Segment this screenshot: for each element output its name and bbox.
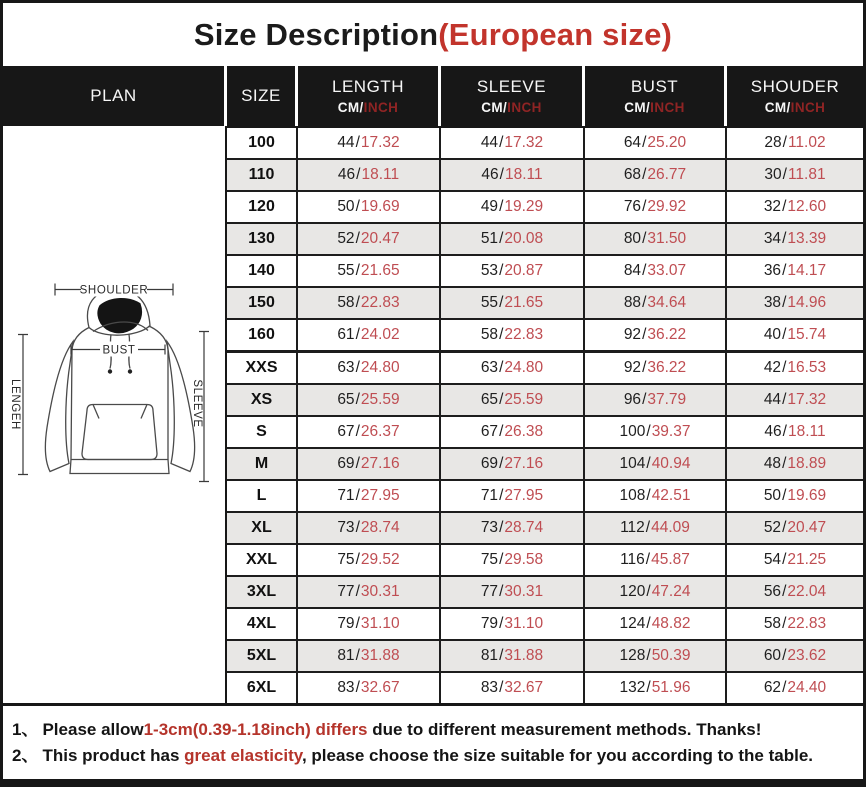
sleeve-cell: 67 / 26.38 [441,417,585,447]
hoodie-line-drawing [3,126,225,703]
table-body [3,126,863,706]
page-title [3,3,863,66]
notes [3,706,863,779]
table-row [227,513,863,545]
size-cell: 130 [227,224,298,254]
header-col-shoulder: SHOUDER CM/INCH [727,66,863,126]
drawstring-tip [108,369,112,373]
sleeve-cell: 81 / 31.88 [441,641,585,671]
sleeve-cell: 63 / 24.80 [441,353,585,383]
note-number: 2、 [12,746,39,765]
length-cell: 63 / 24.80 [298,353,441,383]
size-cell: XXL [227,545,298,575]
hoodie-right-sleeve [167,342,195,472]
shoulder-cell: 50 / 19.69 [763,487,827,504]
sleeve-cell: 79 / 31.10 [441,609,585,639]
table-row [227,128,863,160]
table-header-row [3,66,863,126]
sleeve-cell: 49 / 19.29 [441,192,585,222]
sleeve-label: SLEEVE [191,379,203,428]
note-number: 1、 [12,720,39,739]
length-cell: 77 / 30.31 [298,577,441,607]
hoodie-left-sleeve [45,342,73,472]
note-line-1: 1、 Please allow1-3cm(0.39-1.18inch) differs due to different measurement methods. Thanks! [12,720,762,739]
shoulder-cell: 62 / 24.40 [763,679,827,696]
size-cell: 160 [227,320,298,350]
page-title-black: Size Description [193,16,439,52]
hoodie-hem [70,460,169,474]
bust-cell: 76 / 29.92 [585,192,727,222]
size-cell: 6XL [227,673,298,703]
size-cell: XS [227,385,298,415]
table-row [227,256,863,288]
size-cell: 5XL [227,641,298,671]
length-cell: 79 / 31.10 [298,609,441,639]
header-plan: PLAN [3,66,227,126]
size-cell: 4XL [227,609,298,639]
bust-cell: 128 / 50.39 [585,641,727,671]
shoulder-cell: 48 / 18.89 [763,455,827,472]
shoulder-cell: 32 / 12.60 [763,198,827,215]
note-line-2: 2、 This product has great elasticity, please choose the size suitable for you according to the table. [12,746,814,765]
shoulder-cell: 46 / 18.11 [764,423,826,440]
length-cell: 69 / 27.16 [298,449,441,479]
plan-cell [3,126,227,703]
length-cell: 55 / 21.65 [298,256,441,286]
shoulder-cell: 34 / 13.39 [763,230,827,247]
table-row [227,160,863,192]
size-cell: 150 [227,288,298,318]
table-row [227,320,863,353]
shoulder-cell: 44 / 17.32 [763,391,827,408]
sleeve-cell: 51 / 20.08 [441,224,585,254]
bust-cell: 88 / 34.64 [585,288,727,318]
size-cell: 110 [227,160,298,190]
shoulder-cell: 52 / 20.47 [763,519,827,536]
sleeve-cell: 44 / 17.32 [441,128,585,158]
drawstring-tip [128,369,132,373]
shoulder-cell: 58 / 22.83 [763,615,827,632]
size-rows [227,126,863,703]
shoulder-cell: 40 / 15.74 [763,326,827,343]
bust-cell: 108 / 42.51 [585,481,727,511]
size-cell: 3XL [227,577,298,607]
shoulder-cell: 28 / 11.02 [764,134,826,151]
length-cell: 61 / 24.02 [298,320,441,350]
bust-cell: 116 / 45.87 [585,545,727,575]
bust-cell: 80 / 31.50 [585,224,727,254]
length-cell: 75 / 29.52 [298,545,441,575]
table-row [227,609,863,641]
bust-cell: 112 / 44.09 [585,513,727,543]
sleeve-cell: 58 / 22.83 [441,320,585,350]
sleeve-cell: 53 / 20.87 [441,256,585,286]
length-cell: 81 / 31.88 [298,641,441,671]
bust-cell: 120 / 47.24 [585,577,727,607]
table-row [227,385,863,417]
size-cell: 140 [227,256,298,286]
length-label: LENGEH [9,379,21,430]
sleeve-cell: 71 / 27.95 [441,481,585,511]
length-cell: 73 / 28.74 [298,513,441,543]
bust-cell: 132 / 51.96 [585,673,727,703]
table-row [227,545,863,577]
size-cell: L [227,481,298,511]
bottom-band [3,779,863,784]
bust-cell: 104 / 40.94 [585,449,727,479]
table-row [227,417,863,449]
shoulder-cell: 60 / 23.62 [763,647,827,664]
bust-cell: 124 / 48.82 [585,609,727,639]
length-cell: 46 / 18.11 [298,160,441,190]
table-row [227,288,863,320]
length-cell: 44 / 17.32 [298,128,441,158]
header-col-length: LENGTH CM/INCH [298,66,441,126]
bust-cell: 96 / 37.79 [585,385,727,415]
bust-cell: 100 / 39.37 [585,417,727,447]
bust-cell: 92 / 36.22 [585,320,727,350]
size-cell: S [227,417,298,447]
size-cell: 100 [227,128,298,158]
sleeve-cell: 73 / 28.74 [441,513,585,543]
size-cell: M [227,449,298,479]
page-title-red: (European size) [438,16,673,52]
length-cell: 67 / 26.37 [298,417,441,447]
sleeve-cell: 75 / 29.58 [441,545,585,575]
header-size: SIZE [227,66,298,126]
size-cell: XL [227,513,298,543]
shoulder-cell: 56 / 22.04 [763,583,827,600]
shoulder-cell: 30 / 11.81 [764,166,826,183]
table-row [227,577,863,609]
length-cell: 50 / 19.69 [298,192,441,222]
bust-cell: 92 / 36.22 [585,353,727,383]
shoulder-cell: 36 / 14.17 [763,262,827,279]
table-row [227,192,863,224]
table-row [227,673,863,703]
bust-cell: 64 / 25.20 [585,128,727,158]
table-row [227,353,863,385]
table-row [227,481,863,513]
sleeve-cell: 65 / 25.59 [441,385,585,415]
shoulder-cell: 42 / 16.53 [763,359,827,376]
table-row [227,641,863,673]
sleeve-cell: 69 / 27.16 [441,449,585,479]
bust-cell: 68 / 26.77 [585,160,727,190]
length-cell: 71 / 27.95 [298,481,441,511]
shoulder-label: SHOULDER [79,284,149,297]
header-col-bust: BUST CM/INCH [585,66,727,126]
length-cell: 52 / 20.47 [298,224,441,254]
shoulder-cell: 38 / 14.96 [763,294,827,311]
sleeve-cell: 77 / 30.31 [441,577,585,607]
shoulder-cell: 54 / 21.25 [763,551,827,568]
header-col-sleeve: SLEEVE CM/INCH [441,66,585,126]
bust-label: BUST [102,344,136,357]
sleeve-cell: 55 / 21.65 [441,288,585,318]
size-cell: XXS [227,353,298,383]
length-cell: 83 / 32.67 [298,673,441,703]
size-cell: 120 [227,192,298,222]
length-cell: 58 / 22.83 [298,288,441,318]
sleeve-cell: 83 / 32.67 [441,673,585,703]
sleeve-cell: 46 / 18.11 [441,160,585,190]
table-row [227,224,863,256]
bust-cell: 84 / 33.07 [585,256,727,286]
table-row [227,449,863,481]
length-cell: 65 / 25.59 [298,385,441,415]
